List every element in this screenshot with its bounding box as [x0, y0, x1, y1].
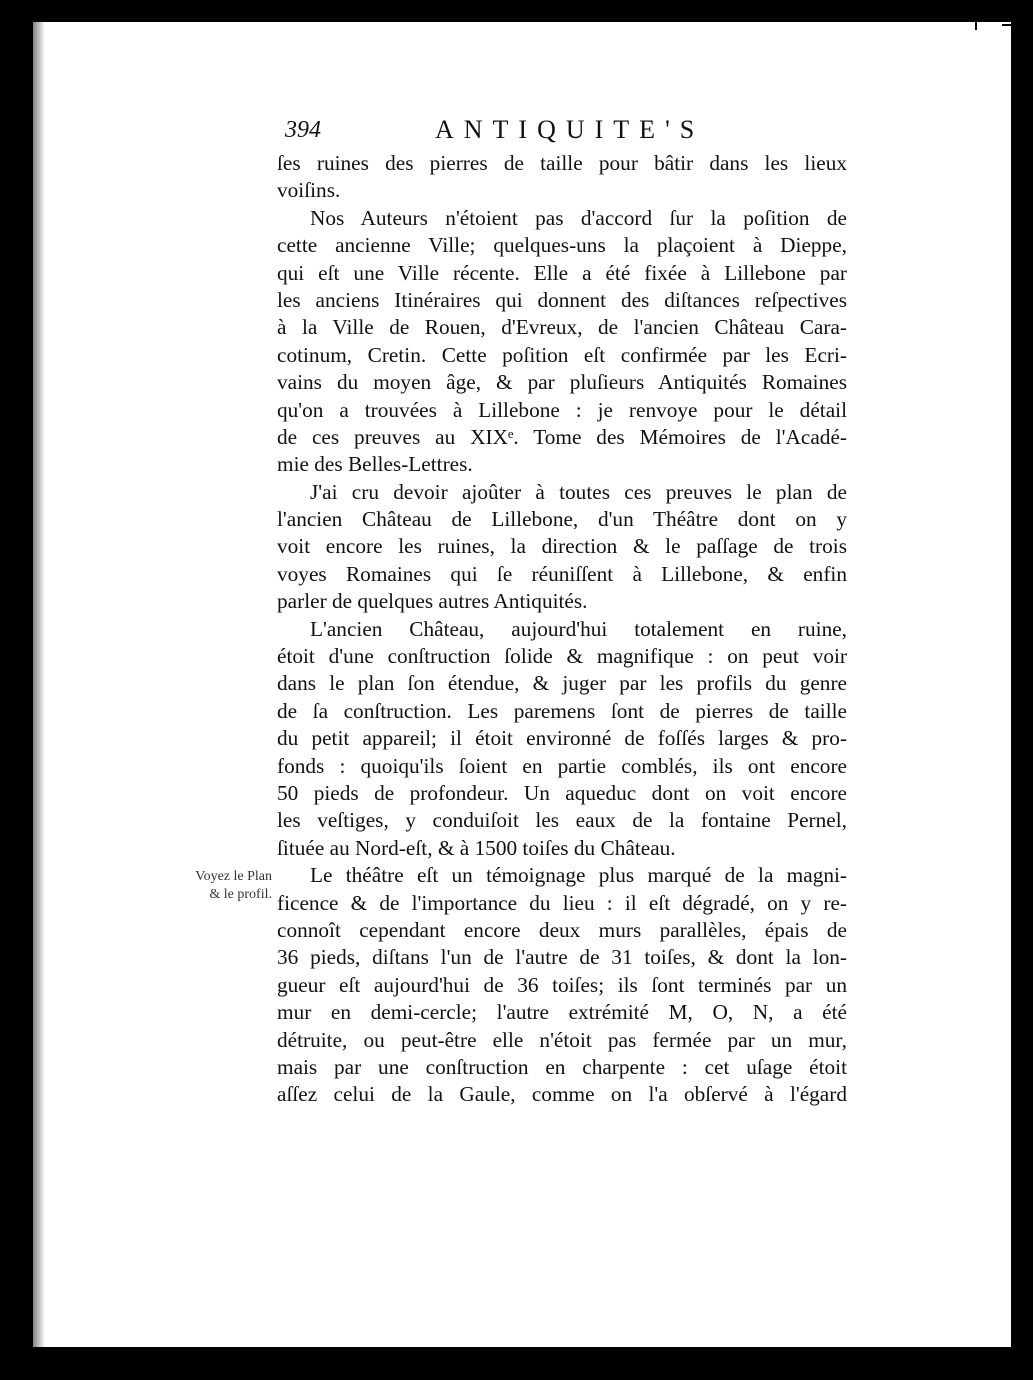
text-line: ſituée au Nord-eſt, & à 1500 toiſes du Château.: [277, 835, 676, 860]
text-line: 36 pieds, diſtans l'un de l'autre de 31 toiſes, & dont la lon-: [277, 945, 847, 970]
text-line: mais par une conſtruction en charpente : cet uſage étoit: [277, 1054, 847, 1079]
text-line: cette ancienne Ville; quelques-uns la plaçoient à Dieppe,: [277, 233, 847, 258]
text-line: de ces preuves au XIXᵉ. Tome des Mémoires de l'Acadé-: [277, 424, 847, 449]
text-line: voit encore les ruines, la direction & le paſſage de trois: [277, 534, 847, 559]
edge-speck: [1002, 24, 1011, 26]
text-line: dans le plan ſon étendue, & juger par les profils du genre: [277, 671, 847, 696]
text-line: J'ai cru devoir ajoûter à toutes ces preuves le plan de: [310, 479, 847, 504]
text-line: cotinum, Cretin. Cette poſition eſt confirmée par les Ecri-: [277, 342, 847, 367]
text-line: gueur eſt aujourd'hui de 36 toiſes; ils ſont terminés par un: [277, 972, 847, 997]
body-text: [277, 150, 847, 1109]
text-line: de ſa conſtruction. Les paremens ſont de pierres de taille: [277, 698, 847, 723]
text-line: mur en demi-cercle; l'autre extrémité M, O, N, a été: [277, 1000, 847, 1025]
running-title: ANTIQUITE'S: [435, 115, 705, 144]
text-line: voiſins.: [277, 178, 341, 203]
margin-note-line: & le profil.: [209, 887, 272, 902]
text-line: mie des Belles-Lettres.: [277, 452, 473, 477]
text-line: fonds : quoiqu'ils ſoient en partie comblés, ils ont encore: [277, 753, 847, 778]
binding-shadow: [33, 22, 45, 1347]
text-line: vains du moyen âge, & par pluſieurs Antiquités Romaines: [277, 370, 847, 395]
text-line: à la Ville de Rouen, d'Evreux, de l'ancien Château Cara-: [277, 315, 847, 340]
text-line: qui eſt une Ville récente. Elle a été fixée à Lillebone par: [277, 260, 847, 285]
text-line: aſſez celui de la Gaule, comme on l'a obſervé à l'égard: [277, 1082, 847, 1107]
text-line: qu'on a trouvées à Lillebone : je renvoye pour le détail: [277, 397, 847, 422]
text-line: connoît cependant encore deux murs parallèles, épais de: [277, 917, 847, 942]
margin-note: [140, 868, 272, 904]
text-line: 50 pieds de profondeur. Un aqueduc dont on voit encore: [277, 780, 847, 805]
text-line: ſes ruines des pierres de taille pour bâtir dans les lieux: [277, 151, 847, 175]
text-line: étoit d'une conſtruction ſolide & magnifique : on peut voir: [277, 644, 847, 669]
text-line: l'ancien Château de Lillebone, d'un Théâtre dont on y: [277, 507, 847, 532]
text-line: ficence & de l'importance du lieu : il eſt dégradé, on y re-: [277, 890, 847, 915]
running-header: [285, 115, 845, 155]
text-line: les veſtiges, y conduiſoit les eaux de la fontaine Pernel,: [277, 808, 847, 833]
text-line: Nos Auteurs n'étoient pas d'accord ſur la poſition de: [310, 205, 847, 230]
text-line: Le théâtre eſt un témoignage plus marqué de la magni-: [310, 863, 847, 888]
margin-note-line: Voyez le Plan: [195, 869, 272, 884]
text-line: L'ancien Château, aujourd'hui totalement en ruine,: [310, 616, 847, 641]
text-line: du petit appareil; il étoit environné de foſſés larges & pro-: [277, 726, 847, 751]
text-line: détruite, ou peut-être elle n'étoit pas fermée par un mur,: [277, 1027, 847, 1052]
page-number: 394: [285, 117, 321, 143]
edge-speck: [975, 22, 977, 30]
text-line: les anciens Itinéraires qui donnent des diſtances reſpectives: [277, 287, 847, 312]
text-line: parler de quelques autres Antiquités.: [277, 589, 588, 614]
text-line: voyes Romaines qui ſe réuniſſent à Lillebone, & enfin: [277, 561, 847, 586]
